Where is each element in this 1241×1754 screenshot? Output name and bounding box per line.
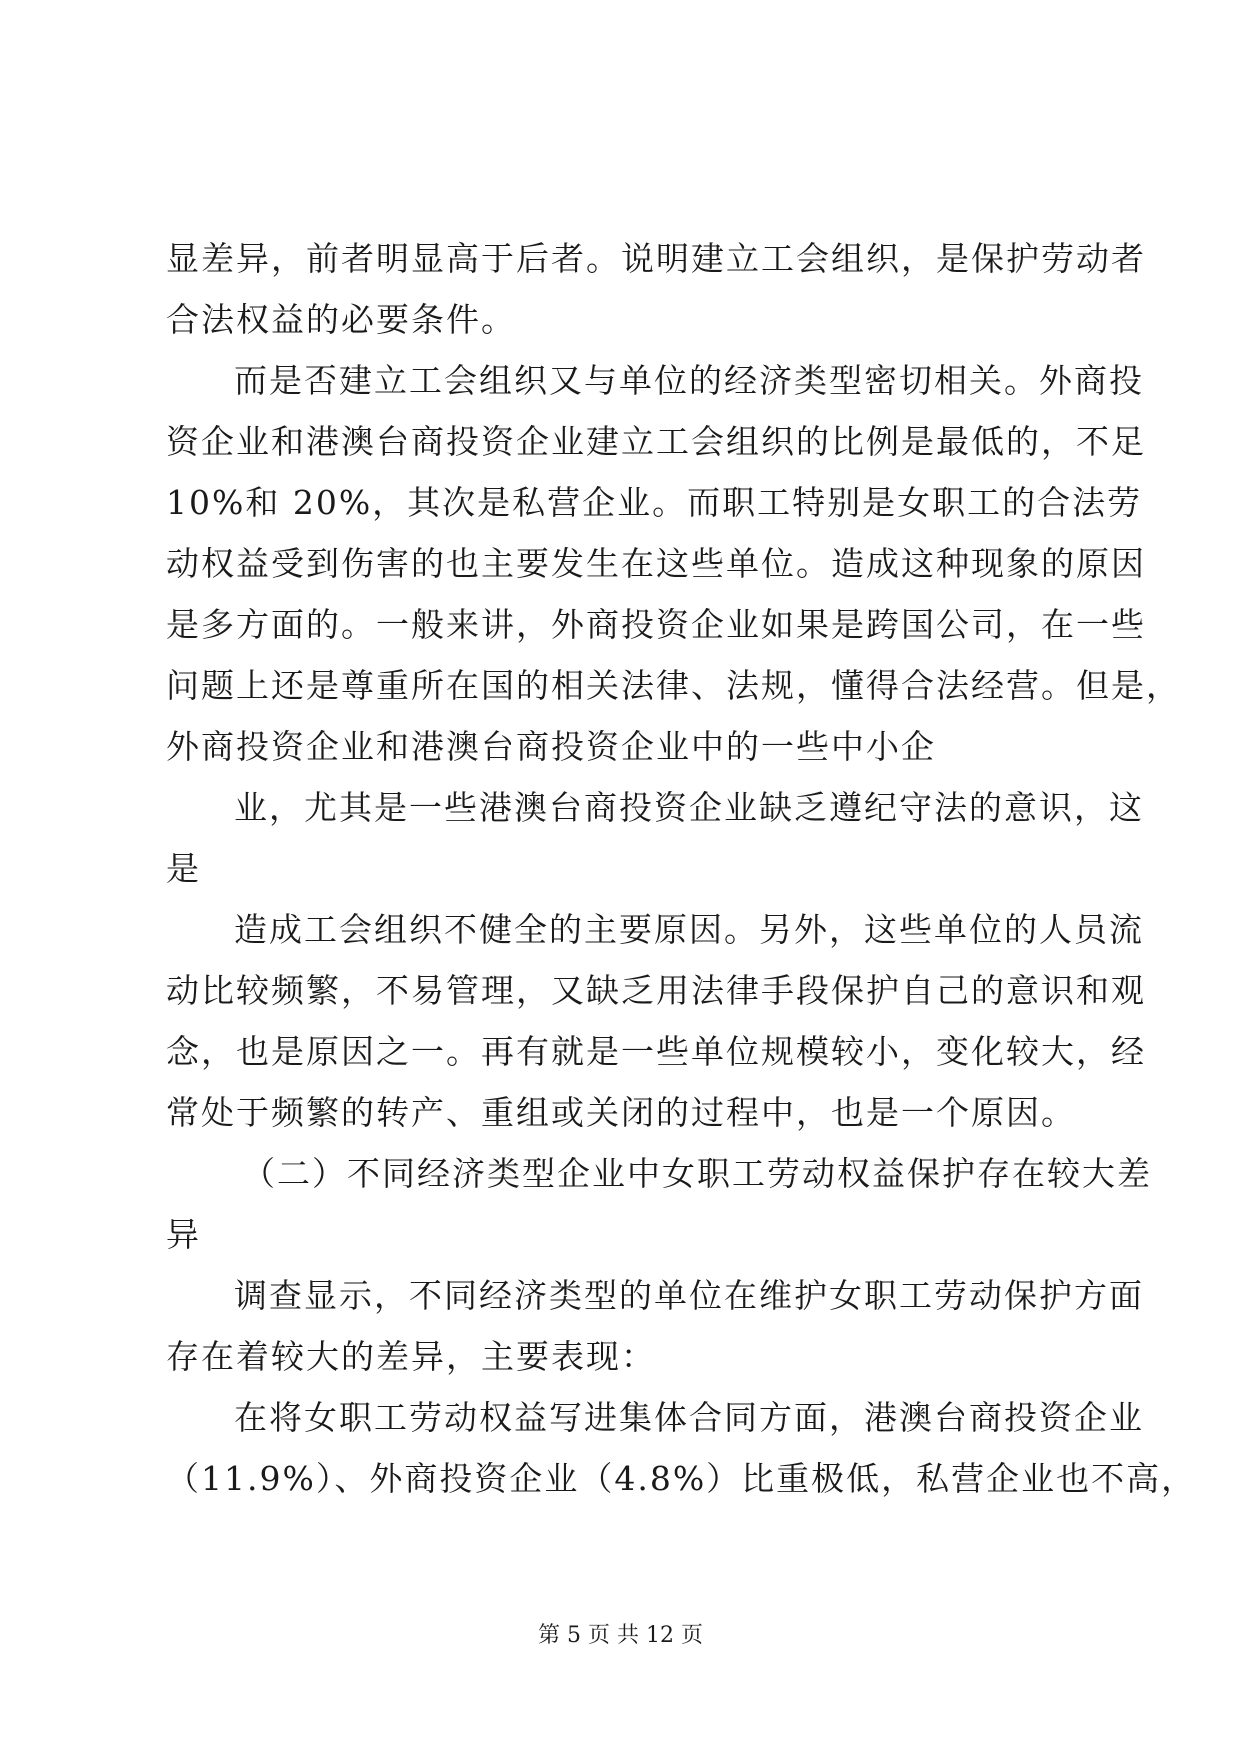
text-line: 资企业和港澳台商投资企业建立工会组织的比例是最低的，不足 xyxy=(166,422,1146,461)
text-line: 问题上还是尊重所在国的相关法律、法规，懂得合法经营。但是， xyxy=(166,666,1181,705)
text-line: 显差异，前者明显高于后者。说明建立工会组织，是保护劳动者 xyxy=(166,239,1146,278)
text-line: 10%和 20%，其次是私营企业。而职工特别是女职工的合法劳 xyxy=(166,483,1143,522)
text-line: 念，也是原因之一。再有就是一些单位规模较小，变化较大，经 xyxy=(166,1032,1146,1071)
section-heading: （二）不同经济类型企业中女职工劳动权益保护存在较大差 xyxy=(242,1154,1152,1193)
text-line: 是多方面的。一般来讲，外商投资企业如果是跨国公司，在一些 xyxy=(166,605,1146,644)
text-line: 存在着较大的差异，主要表现： xyxy=(166,1337,656,1376)
text-line: （11.9%）、外商投资企业（4.8%）比重极低，私营企业也不高， xyxy=(166,1459,1197,1498)
body-text xyxy=(166,228,1197,1509)
text-line: 是 xyxy=(166,849,201,888)
page-footer: 第 5 页 共 12 页 xyxy=(538,1623,703,1648)
text-line: 合法权益的必要条件。 xyxy=(166,300,516,339)
section-heading-continued: 异 xyxy=(166,1215,201,1254)
text-line: 动比较频繁，不易管理，又缺乏用法律手段保护自己的意识和观 xyxy=(166,971,1146,1010)
paragraph-start: 业，尤其是一些港澳台商投资企业缺乏遵纪守法的意识，这 xyxy=(234,788,1144,827)
paragraph-start: 在将女职工劳动权益写进集体合同方面，港澳台商投资企业 xyxy=(234,1398,1144,1437)
paragraph-start: 而是否建立工会组织又与单位的经济类型密切相关。外商投 xyxy=(234,361,1144,400)
paragraph-start: 调查显示，不同经济类型的单位在维护女职工劳动保护方面 xyxy=(234,1276,1144,1315)
text-line: 外商投资企业和港澳台商投资企业中的一些中小企 xyxy=(166,727,936,766)
text-line: 常处于频繁的转产、重组或关闭的过程中，也是一个原因。 xyxy=(166,1093,1076,1132)
text-line: 动权益受到伤害的也主要发生在这些单位。造成这种现象的原因 xyxy=(166,544,1146,583)
paragraph-start: 造成工会组织不健全的主要原因。另外，这些单位的人员流 xyxy=(234,910,1144,949)
